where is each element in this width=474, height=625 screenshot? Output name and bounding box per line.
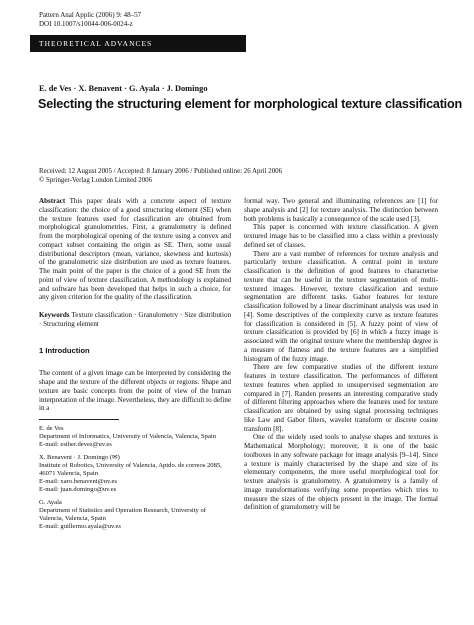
intro-paragraph: The content of a given image can be interpreted by considering the shape and the texture of the different objects or regions. Shape and texture are basic concepts from the point of view of the human interpretation of the image. Nevertheless, they are difficult to define in a — [39, 369, 231, 413]
footnote-divider — [39, 419, 119, 420]
affiliation-email[interactable]: E-mail: esther.deves@uv.es — [39, 441, 112, 448]
copyright-line: © Springer-Verlag London Limited 2006 — [39, 177, 153, 184]
paper-title: Selecting the structuring element for morphological texture classification — [38, 97, 462, 111]
body-paragraph: There are a vast number of references for texture analysis and particularly texture classification. A central point in texture classification is the definition of good features to characterise texture that can be useful in the texture segmentation of multi-textured images. However, texture classification and texture segmentation are different tasks. Gabor features for texture classification followed by a linear discriminant analysis was used in [4]. Some descriptives of the complexity curve as texture features for classification is considered in [5]. A fuzzy point of view of texture classification is provided by [6] in which a fuzzy image is associated with the original texture where the membership degree is a measure of flatness and the texture features are a simplified histogram of the fuzzy image. — [244, 249, 438, 363]
affiliation-name: E. de Ves — [39, 425, 64, 432]
doi-line: DOI 10.1007/s10044-006-0024-z — [39, 20, 133, 28]
affiliation-email[interactable]: E-mail: xaro.benavent@uv.es — [39, 478, 117, 485]
affiliation-address: Department of Statistics and Operation Research, University of Valencia, Valencia, Spain — [39, 507, 206, 522]
author-list: E. de Ves · X. Benavent · G. Ayala · J. Domingo — [39, 84, 208, 93]
keywords-label: Keywords — [39, 311, 70, 319]
affiliation-name: X. Benavent · J. Domingo (✉) — [39, 454, 120, 461]
body-paragraph: formal way. Two general and illuminating references are [1] for shape analysis and [2] for texture analysis. The distinction between both problems is basically a consequence of the scale used [3]. — [244, 197, 438, 223]
keywords-text: Texture classification · Granulometry · Size distribution · Structuring element — [39, 311, 231, 328]
section-heading: 1 Introduction — [39, 345, 90, 355]
left-column — [39, 197, 231, 536]
affiliation-email[interactable]: E-mail: juan.domingo@uv.es — [39, 486, 117, 493]
affiliation-address: Institute of Robotics, University of Valencia, Aptdo. de correos 2085, 46071 Valencia, Spain — [39, 462, 222, 477]
keywords — [39, 311, 231, 329]
history-dates: Received: 12 August 2005 / Accepted: 8 January 2006 / Published online: 26 April 2006 — [39, 168, 283, 175]
affiliation-name: G. Ayala — [39, 499, 62, 506]
affiliation-3 — [39, 499, 231, 531]
journal-citation: Pattern Anal Applic (2006) 9: 48–57 — [39, 11, 142, 19]
body-paragraph: There are few comparative studies of the different texture features in texture classification. The performances of different texture features when applied to unsupervised segmentation are compared in [7]. Randen presents an interesting comparative study of different filtering approaches where the features used for texture classification are obtained by using signal processing techniques like Law and Gabor filters, wavelet transform or discrete cosine transform [8]. — [244, 363, 438, 433]
body-paragraph: One of the widely used tools to analyse shapes and textures is Mathematical Morphology; moreover, it is one of the basic toolboxes in any software package for image analysis [9–14]. Since a texture is mainly characterised by the shape and size of its elementary components, the more useful morphological tool for texture analysis is granulometry. A granulometry is a family of image transformations verifying some properties which tries to measure the sizes of the objects present in the image. The formal definition of granulometry will be — [244, 433, 438, 512]
publication-dates — [39, 167, 282, 185]
affiliation-2 — [39, 454, 231, 494]
affiliation-email[interactable]: E-mail: guillermo.ayala@uv.es — [39, 523, 121, 530]
right-column — [244, 197, 438, 512]
section-band: THEORETICAL ADVANCES — [30, 35, 246, 52]
abstract-label: Abstract — [39, 197, 66, 205]
abstract — [39, 197, 231, 302]
affiliation-address: Department of Informatics, University of Valencia, Valencia, Spain — [39, 433, 216, 440]
journal-header — [39, 11, 141, 29]
body-paragraph: This paper is concerned with texture classification. A given textured image has to be classified into a class within a previously defined set of classes. — [244, 223, 438, 249]
abstract-text: This paper deals with a concrete aspect of texture classification: the choice of a good structuring element (SE) when the texture features used for classification are obtained from morphological granulometries. First, a granulometry is defined from the morphological opening of the texture using a convex and compact subset containing the origin as SE. Then, some usual distributional descriptors (mean, variance, skewness and kurtosis) of the granulometric size distribution are used as texture features. The main point of the paper is the choice of a good SE from the point of view of texture classification. A methodology is explained and software has been developed that helps in such a choice, for any given criterion for the quality of the classification. — [39, 197, 231, 302]
affiliation-1 — [39, 425, 231, 449]
